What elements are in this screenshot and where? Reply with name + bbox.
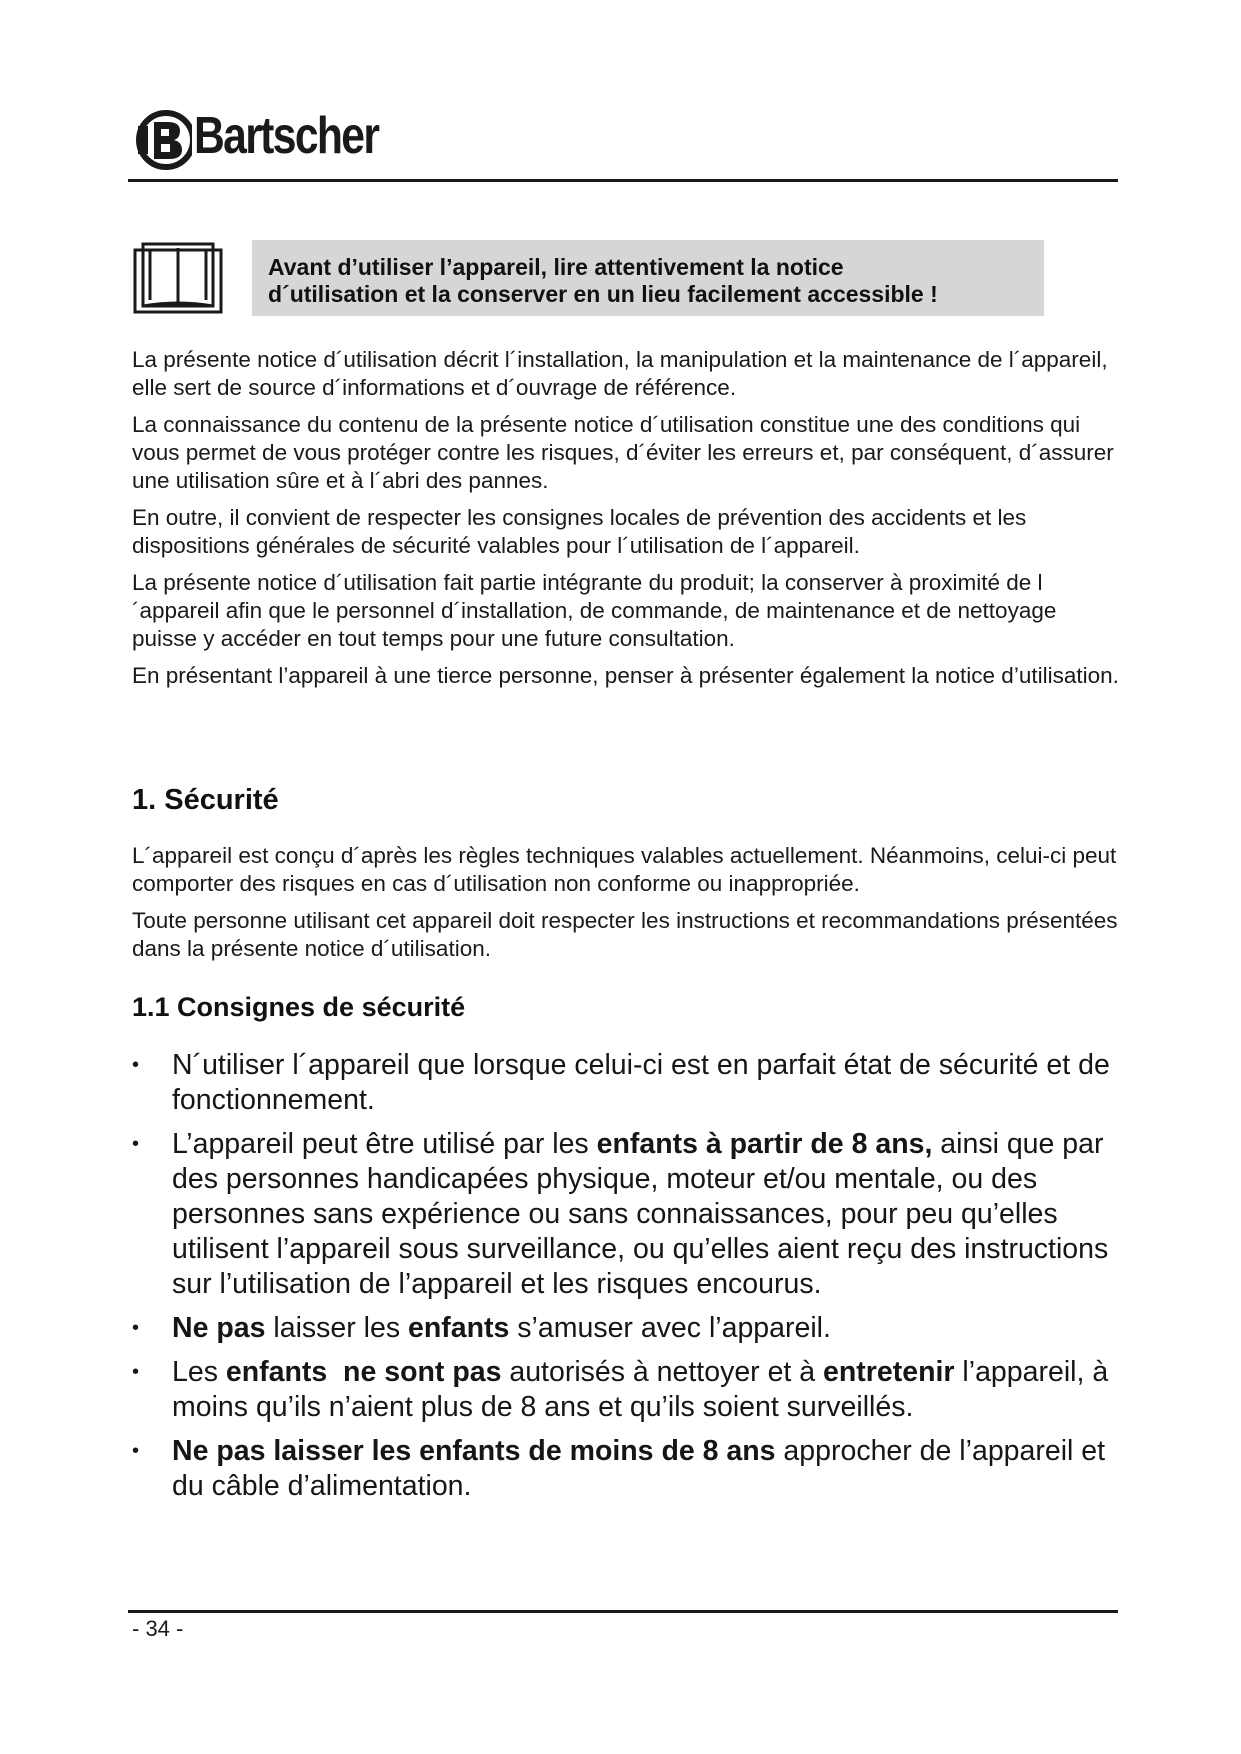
bullet-icon: • bbox=[132, 1317, 140, 1339]
bullet-text: L’appareil peut être utilisé par les bbox=[172, 1128, 597, 1160]
section-title-consignes: 1.1 Consignes de sécurité bbox=[132, 992, 466, 1022]
bullet-text: Les bbox=[172, 1356, 226, 1388]
bullet-icon: • bbox=[132, 1133, 140, 1155]
list-item bbox=[130, 1127, 1130, 1302]
bullet-icon: • bbox=[132, 1361, 140, 1383]
list-item bbox=[130, 1355, 1130, 1425]
intro-paragraph: En présentant l’appareil à une tierce personne, penser à présenter également la notice d’utilisation. bbox=[132, 663, 1119, 688]
list-item bbox=[130, 1434, 1130, 1504]
bartscher-logo bbox=[136, 104, 396, 176]
bullet-text: N´utiliser l´appareil que lorsque celui-ci est en parfait état de sécurité et de fonctionnement. bbox=[172, 1049, 1110, 1116]
footer-divider bbox=[128, 1610, 1118, 1613]
notice-box bbox=[252, 240, 1044, 316]
intro-paragraph: En outre, il convient de respecter les consignes locales de prévention des accidents et les dispositions générales de sécurité valables pour l´utilisation de l´appareil. bbox=[132, 505, 1027, 558]
bullet-emphasis: entretenir bbox=[823, 1356, 955, 1388]
bullet-emphasis: enfants à partir de 8 ans, bbox=[596, 1128, 933, 1160]
page-header bbox=[128, 100, 1118, 182]
bullet-emphasis: Ne pas laisser les enfants de moins de 8 ans bbox=[172, 1435, 776, 1467]
logo-wordmark: Bartscher bbox=[194, 107, 379, 165]
section-title-securite: 1. Sécurité bbox=[132, 784, 279, 816]
book-icon bbox=[132, 240, 224, 316]
bullet-text: approcher de l’appareil et du câble d’alimentation. bbox=[172, 1435, 1106, 1502]
securite-paragraph: L´appareil est conçu d´après les règles techniques valables actuellement. Néanmoins, celui-ci peut comporter des risques en cas d´utilisation non conforme ou inappropriée. bbox=[132, 843, 1117, 896]
safety-instructions-list bbox=[130, 1048, 1130, 1513]
bullet-icon: • bbox=[132, 1440, 140, 1462]
header-divider bbox=[128, 179, 1118, 182]
bullet-emphasis: enfants bbox=[408, 1312, 510, 1344]
intro-paragraph: La connaissance du contenu de la présente notice d´utilisation constitue une des conditions qui vous permet de vous protéger contre les risques, d´éviter les erreurs et, par conséquent, d´assurer une utilisation sûre et à l´abri des pannes. bbox=[132, 412, 1114, 493]
bullet-text: ainsi que par des personnes handicapées physique, moteur et/ou mentale, ou des personnes sans expérience ou sans connaissances, pour peu qu’elles utilisent l’appareil sous surveillance, ou qu’elles aient reçu des instructions sur l’utilisation de l’appareil et les risques encourus. bbox=[172, 1128, 1109, 1300]
notice-line-2: d´utilisation et la conserver en un lieu facilement accessible ! bbox=[268, 281, 938, 307]
notice-text bbox=[268, 254, 1034, 308]
list-item bbox=[130, 1048, 1130, 1118]
bartscher-logo-icon bbox=[136, 108, 192, 172]
bullet-text: autorisés à nettoyer et à bbox=[501, 1356, 824, 1388]
bullet-icon: • bbox=[132, 1054, 140, 1076]
securite-paragraph: Toute personne utilisant cet appareil doit respecter les instructions et recommandations présentées dans la présente notice d´utilisation. bbox=[132, 908, 1118, 961]
bullet-emphasis: enfants ne sont pas bbox=[225, 1356, 502, 1388]
notice-banner bbox=[128, 236, 1118, 320]
intro-paragraph: La présente notice d´utilisation fait partie intégrante du produit; la conserver à proximité de l´appareil afin que le personnel d´installation, de commande, de maintenance et de nettoyage puisse y accéder en tout temps pour une future consultation. bbox=[132, 570, 1057, 651]
page-number: - 34 - bbox=[132, 1616, 184, 1641]
bullet-text: l’appareil, à moins qu’ils n’aient plus de 8 ans et qu’ils soient surveillés. bbox=[172, 1356, 1109, 1423]
intro-section bbox=[132, 346, 1122, 699]
bullet-text: laisser les bbox=[265, 1312, 409, 1344]
notice-line-1: Avant d’utiliser l’appareil, lire attentivement la notice bbox=[268, 254, 844, 280]
bullet-text: s’amuser avec l’appareil. bbox=[509, 1312, 831, 1344]
bullet-emphasis: Ne pas bbox=[172, 1312, 266, 1344]
list-item bbox=[130, 1311, 1130, 1346]
securite-section bbox=[132, 842, 1122, 972]
intro-paragraph: La présente notice d´utilisation décrit l´installation, la manipulation et la maintenance de l´appareil, elle sert de source d´informations et d´ouvrage de référence. bbox=[132, 347, 1108, 400]
